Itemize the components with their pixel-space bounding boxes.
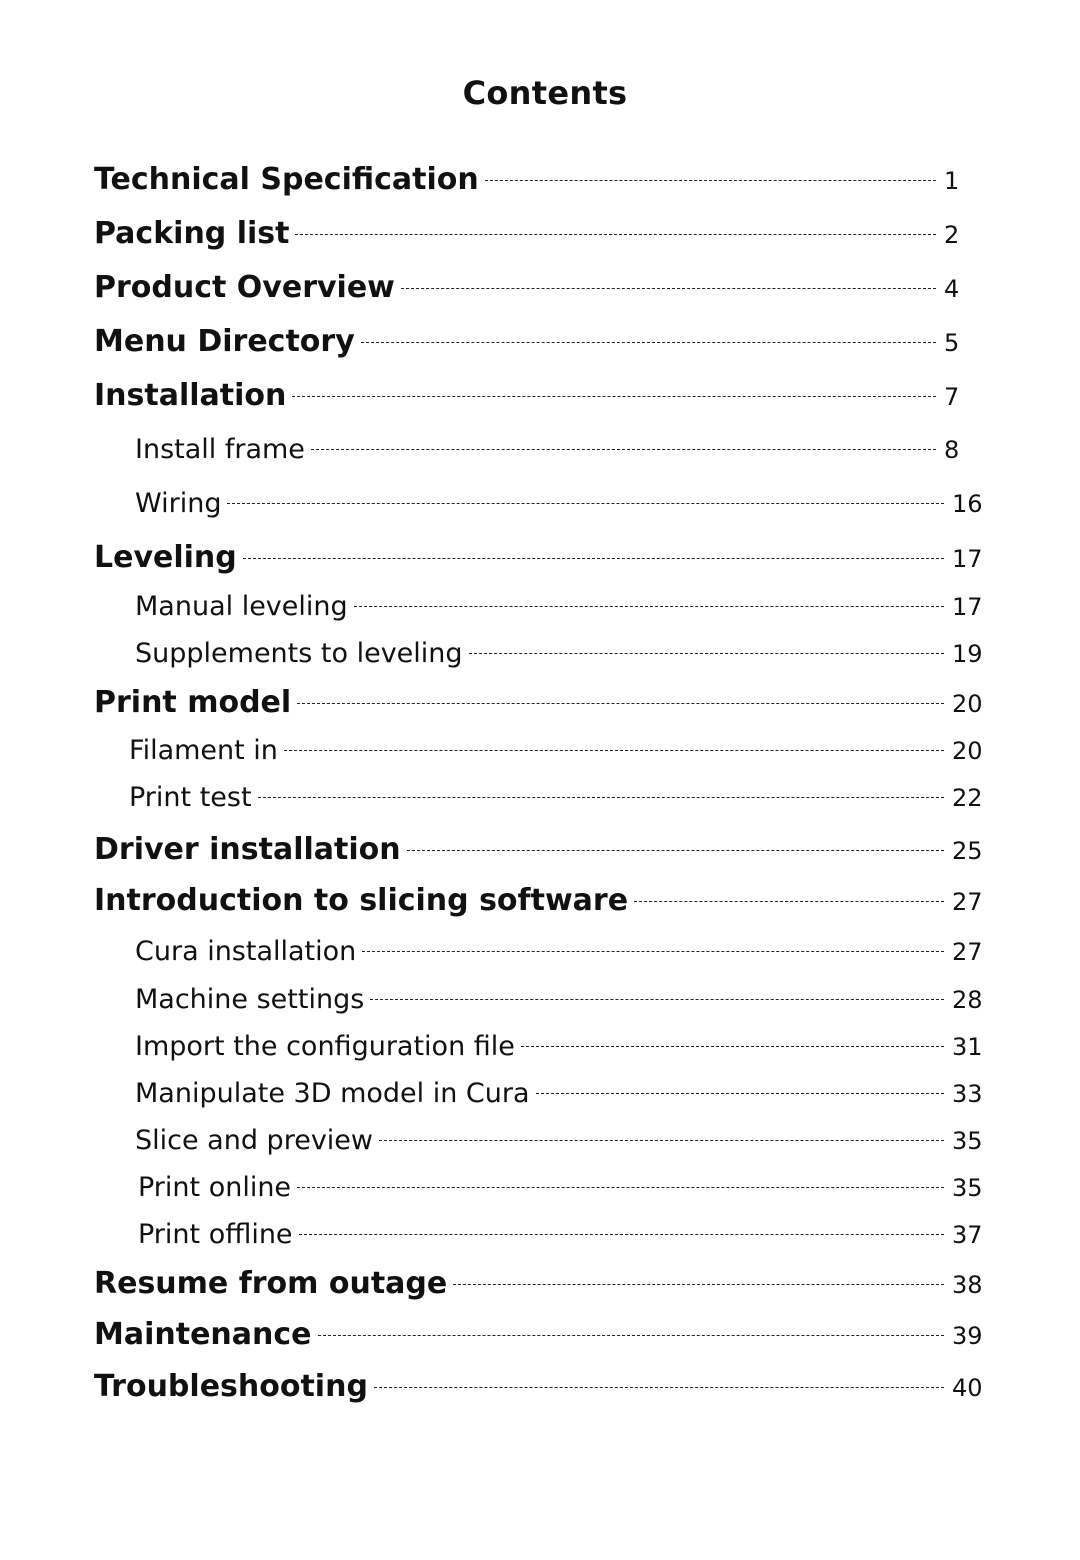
toc-leader: [536, 1093, 944, 1094]
toc-entry-resume-from-outage[interactable]: [94, 1266, 986, 1301]
toc-page-number: 25: [952, 837, 983, 865]
toc-entry-label: Packing list: [94, 216, 290, 251]
toc-leader: [379, 1140, 944, 1141]
toc-leader: [292, 396, 936, 397]
toc-leader: [374, 1387, 944, 1388]
toc-entry-manual-leveling[interactable]: [135, 591, 986, 622]
toc-leader: [297, 703, 944, 704]
toc-entry-label: Print offline: [138, 1219, 293, 1250]
toc-page-number: 35: [952, 1127, 983, 1155]
toc-entry-label: Supplements to leveling: [135, 638, 463, 669]
toc-entry-label: Product Overview: [94, 270, 395, 305]
toc-entry-label: Installation: [94, 378, 287, 413]
toc-entry-menu-directory[interactable]: [94, 324, 978, 359]
toc-leader: [243, 558, 944, 559]
toc-page-number: 2: [944, 221, 960, 249]
toc-page-number: 4: [944, 275, 960, 303]
toc-entry-install-frame[interactable]: [135, 434, 978, 465]
toc-page-number: 8: [944, 436, 960, 464]
toc-entry-machine-settings[interactable]: [135, 984, 986, 1015]
toc-leader: [407, 850, 944, 851]
toc-entry-label: Technical Specification: [94, 162, 479, 197]
toc-page-number: 20: [952, 690, 983, 718]
toc-entry-label: Print online: [138, 1172, 292, 1203]
toc-entry-print-test[interactable]: [129, 782, 986, 813]
toc-leader: [362, 951, 944, 952]
toc-entry-label: Resume from outage: [94, 1266, 448, 1301]
toc-leader: [227, 503, 944, 504]
toc-entry-label: Wiring: [135, 488, 222, 519]
toc-entry-product-overview[interactable]: [94, 270, 978, 305]
toc-entry-maintenance[interactable]: [94, 1317, 986, 1352]
toc-page-number: 17: [952, 545, 983, 573]
toc-entry-label: Menu Directory: [94, 324, 355, 359]
toc-leader: [634, 901, 944, 902]
toc-entry-wiring[interactable]: [135, 488, 986, 519]
toc-page-number: 5: [944, 329, 960, 357]
toc-leader: [284, 750, 944, 751]
toc-leader: [370, 999, 944, 1000]
toc-entry-label: Print test: [129, 782, 252, 813]
toc-entry-slice-and-preview[interactable]: [135, 1125, 986, 1156]
toc-leader: [318, 1335, 944, 1336]
toc-leader: [469, 653, 944, 654]
toc-entry-print-offline[interactable]: [138, 1219, 986, 1250]
toc-page-number: 28: [952, 986, 983, 1014]
toc-page-number: 16: [952, 490, 983, 518]
toc-entry-label: Leveling: [94, 540, 237, 575]
toc-entry-technical-specification[interactable]: [94, 162, 978, 197]
toc-page-number: 39: [952, 1322, 983, 1350]
page-title: Contents: [462, 74, 628, 112]
toc-entry-installation[interactable]: [94, 378, 978, 413]
toc-entry-leveling[interactable]: [94, 540, 986, 575]
toc-entry-introduction-to-slicing-software[interactable]: [94, 883, 986, 918]
toc-page-number: 1: [944, 167, 960, 195]
toc-leader: [485, 180, 936, 181]
toc-entry-label: Introduction to slicing software: [94, 883, 629, 918]
toc-leader: [299, 1234, 944, 1235]
toc-entry-troubleshooting[interactable]: [94, 1369, 986, 1404]
toc-entry-label: Maintenance: [94, 1317, 312, 1352]
toc-leader: [521, 1046, 944, 1047]
toc-page-number: 22: [952, 784, 983, 812]
toc-entry-filament-in[interactable]: [129, 735, 986, 766]
toc-entry-label: Install frame: [135, 434, 305, 465]
toc-entry-driver-installation[interactable]: [94, 832, 986, 867]
toc-page-number: 27: [952, 938, 983, 966]
toc-entry-label: Print model: [94, 685, 292, 720]
toc-page-number: 7: [944, 383, 960, 411]
toc-page-number: 19: [952, 640, 983, 668]
toc-entry-label: Filament in: [129, 735, 278, 766]
toc-entry-import-the-configuration-file[interactable]: [135, 1031, 986, 1062]
toc-page-number: 38: [952, 1271, 983, 1299]
toc-leader: [297, 1187, 944, 1188]
toc-leader: [401, 288, 936, 289]
toc-leader: [354, 606, 944, 607]
toc-leader: [361, 342, 936, 343]
toc-entry-label: Driver installation: [94, 832, 401, 867]
toc-entry-packing-list[interactable]: [94, 216, 978, 251]
toc-page-number: 33: [952, 1080, 983, 1108]
toc-entry-label: Manipulate 3D model in Cura: [135, 1078, 530, 1109]
toc-page-number: 20: [952, 737, 983, 765]
toc-entry-label: Machine settings: [135, 984, 365, 1015]
toc-entry-label: Import the configuration file: [135, 1031, 515, 1062]
toc-page-number: 31: [952, 1033, 983, 1061]
toc-entry-label: Troubleshooting: [94, 1369, 368, 1404]
toc-entry-manipulate-3d-model-in-cura[interactable]: [135, 1078, 986, 1109]
toc-page-number: 27: [952, 888, 983, 916]
toc-leader: [295, 234, 936, 235]
toc-leader: [453, 1284, 944, 1285]
toc-page-number: 40: [952, 1374, 983, 1402]
toc-page-number: 17: [952, 593, 983, 621]
toc-entry-label: Cura installation: [135, 936, 357, 967]
toc-entry-print-online[interactable]: [138, 1172, 986, 1203]
toc-entry-print-model[interactable]: [94, 685, 986, 720]
toc-entry-supplements-to-leveling[interactable]: [135, 638, 986, 669]
toc-entry-label: Slice and preview: [135, 1125, 373, 1156]
toc-entry-cura-installation[interactable]: [135, 936, 986, 967]
toc-leader: [258, 797, 944, 798]
toc-page-number: 35: [952, 1174, 983, 1202]
toc-leader: [311, 449, 936, 450]
toc-page-number: 37: [952, 1221, 983, 1249]
toc-entry-label: Manual leveling: [135, 591, 348, 622]
